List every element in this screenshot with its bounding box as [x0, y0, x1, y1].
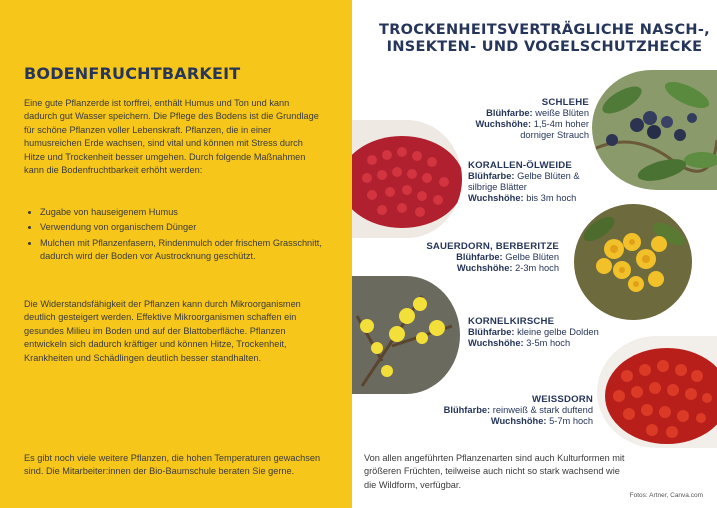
plant-name: SCHLEHE — [541, 97, 589, 108]
plant-name: SAUERDORN, BERBERITZE — [426, 241, 559, 252]
bloom-label: Blühfarbe: — [468, 327, 515, 337]
bloom-label: Blühfarbe: — [443, 405, 491, 415]
intro-paragraph: Eine gute Pflanzerde ist torffrei, enthält Humus und Ton und kann dadurch gut Wasser speichern. Die Pflege des Bodens ist die Grundlage für schöne Pflanzen voller Lebenskraft. Pflanzen, die in einer humusreichen Erde wachsen, sind vital und können mit Stress durch Hitze und Trockenheit besser umgehen. Durch folgende Maßnahmen kann die Bodenfruchtbarkeit erhöht werden: — [24, 98, 319, 176]
bloom-label: Blühfarbe: — [468, 171, 515, 181]
height-extra: dorniger Strauch — [520, 130, 589, 140]
height-value: 1,5-4m hoher — [531, 119, 589, 129]
height-label: Wuchshöhe: — [468, 193, 524, 203]
bloom-value: weiße Blüten — [532, 108, 589, 118]
bloom-label: Blühfarbe: — [486, 108, 533, 118]
bloom-value: Gelbe Blüten & — [514, 171, 580, 181]
measures-list — [40, 206, 324, 266]
left-panel — [0, 0, 352, 508]
height-label: Wuchshöhe: — [456, 263, 513, 273]
bloom-label: Blühfarbe: — [456, 252, 503, 262]
hedge-title: TROCKENHEITSVERTRÄGLICHE NASCH-, INSEKTEN- UND VOGELSCHUTZHECKE — [379, 22, 710, 55]
height-value: 2-3m hoch — [512, 263, 559, 273]
plant-kornelkirsche — [468, 316, 599, 349]
plant-oelweide — [468, 160, 580, 204]
list-item: • Verwendung von organischem Dünger — [40, 221, 324, 234]
kornelkirsche-photo — [352, 276, 460, 394]
section-heading: BODENFRUCHTBARKEIT — [24, 64, 241, 83]
height-label: Wuchshöhe: — [490, 416, 547, 426]
closing-paragraph: Es gibt noch viele weitere Pflanzen, die hohen Temperaturen gewachsen sind. Die Mitarbeiter:innen der Bio-Baumschule beraten Sie gerne. — [24, 453, 321, 477]
berberitze-photo — [574, 204, 692, 320]
plant-name: WEISSDORN — [532, 394, 593, 405]
plant-berberitze — [426, 241, 559, 274]
bloom-value: Gelbe Blüten — [502, 252, 559, 262]
cultivar-note: Von allen angeführten Pflanzenarten sind auch Kulturformen mit größeren Früchten, teilweise auch nicht so stark wachsend wie die Wildform, verfügbar. — [364, 453, 625, 490]
height-label: Wuchshöhe: — [475, 119, 532, 129]
plant-name: KORALLEN-ÖLWEIDE — [468, 160, 572, 171]
height-value: 3-5m hoch — [523, 338, 571, 348]
height-value: bis 3m hoch — [523, 193, 577, 203]
weissdorn-photo — [597, 336, 717, 448]
photo-credit: Fotos: Artner, Canva.com — [629, 492, 703, 499]
plant-schlehe — [476, 97, 590, 141]
list-item: • Zugabe von hauseigenem Humus — [40, 206, 324, 219]
list-item: • Mulchen mit Pflanzenfasern, Rindenmulch oder frischem Grasschnitt, dadurch wird der Boden vor Austrocknung geschützt. — [40, 237, 324, 264]
height-value: 5-7m hoch — [546, 416, 593, 426]
height-label: Wuchshöhe: — [468, 338, 524, 348]
right-panel — [352, 0, 717, 508]
plant-weissdorn — [444, 394, 593, 427]
schlehe-photo — [592, 70, 717, 190]
plant-name: KORNELKIRSCHE — [468, 316, 555, 327]
bloom-extra: silbrige Blätter — [468, 182, 527, 192]
bloom-value: kleine gelbe Dolden — [514, 327, 599, 337]
oelweide-photo — [352, 120, 462, 238]
resistance-paragraph: Die Widerstandsfähigkeit der Pflanzen kann durch Mikroorganismen deutlich gesteigert werden. Effektive Mikroorganismen schaffen ein gesundes Milieu im Boden und auf der Blattoberfläche. Pflanzen entwickeln sich dadurch kräftiger und können Hitze, Trockenheit, Krankheiten und Schädlingen deutlich besser standhalten. — [24, 299, 301, 363]
bloom-value: reinweiß & stark duftend — [490, 405, 593, 415]
